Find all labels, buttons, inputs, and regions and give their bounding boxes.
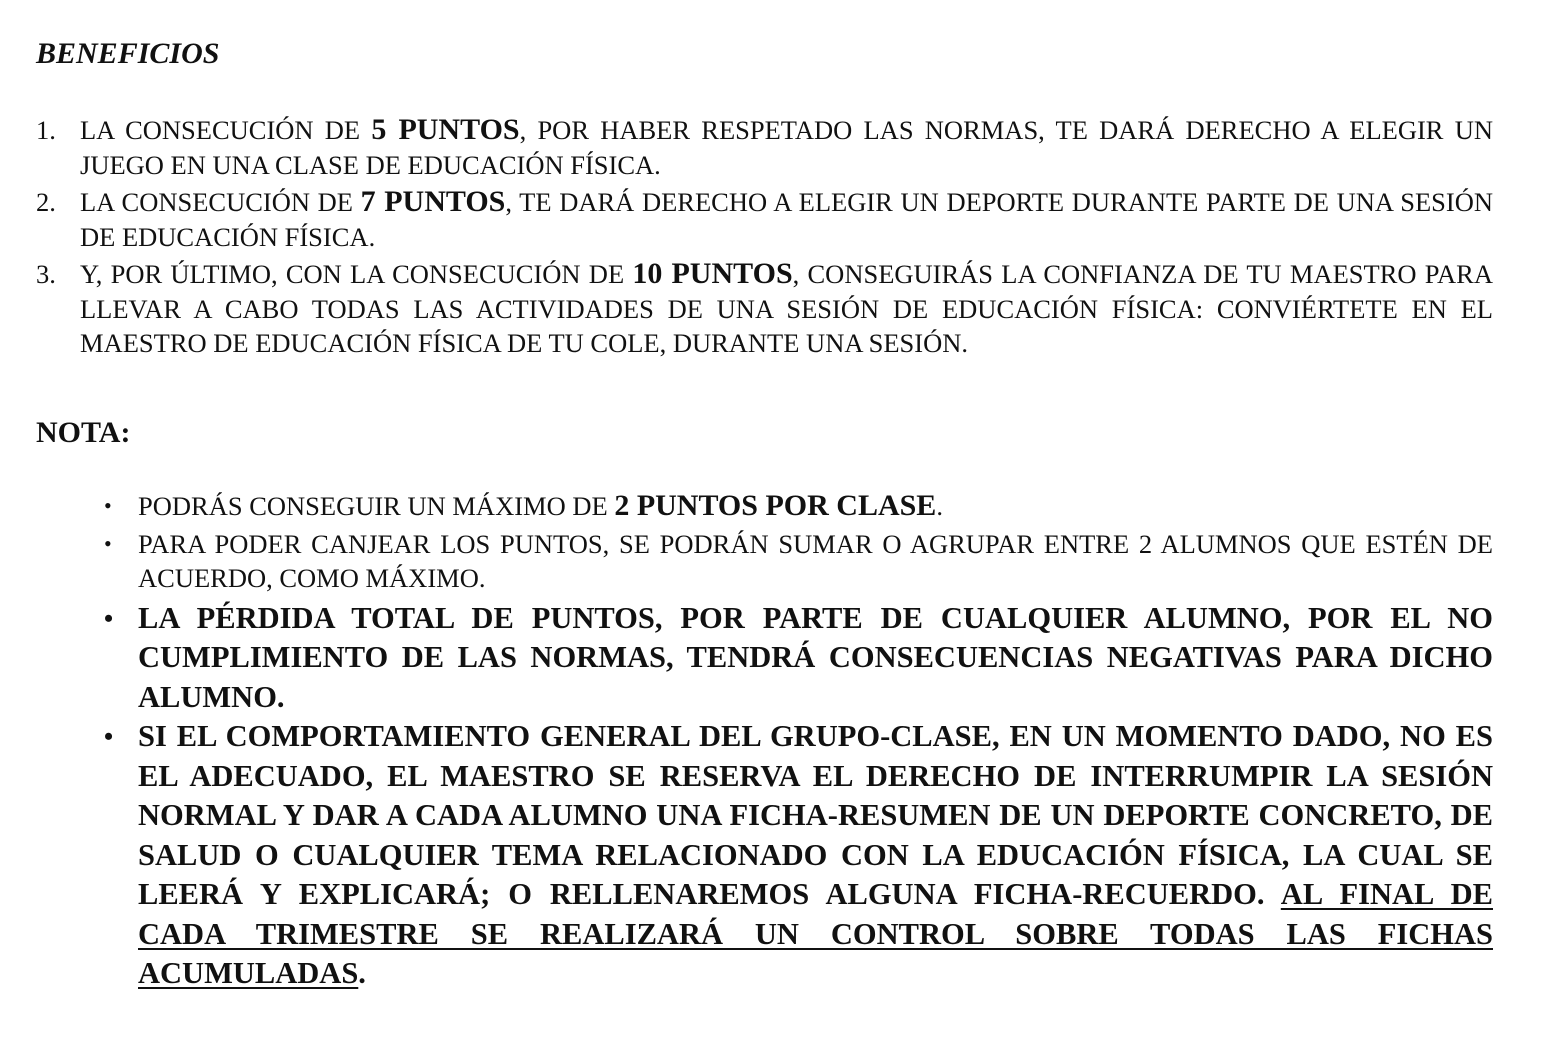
item-text: SI EL COMPORTAMIENTO GENERAL DEL GRUPO-CLASE, EN UN MOMENTO DADO, NO ES EL ADECUADO, EL MAESTRO SE RESERVA EL DERECHO DE INTERRUMPIR LA SESIÓN NORMAL Y DAR A CADA ALUMNO UNA FICHA-RESUMEN DE UN DEPORTE CONCRETO, DE SALUD O CUALQUIER TEMA RELACIONADO CON LA EDUCACIÓN FÍSICA, LA CUAL SE LEERÁ Y EXPLICARÁ; O RELLENAREMOS ALGUNA FICHA-RECUERDO. <box>138 719 1493 911</box>
item-text: PODRÁS CONSEGUIR UN MÁXIMO DE <box>138 491 615 521</box>
beneficios-heading: BENEFICIOS <box>36 37 220 70</box>
list-number: 3. <box>36 259 56 289</box>
nota-heading: NOTA: <box>36 416 131 449</box>
beneficio-item-2 <box>36 185 1493 254</box>
nota-item-3 <box>100 599 1493 718</box>
beneficios-list <box>36 113 1493 364</box>
item-text: . <box>936 491 943 521</box>
nota-list <box>100 489 1493 994</box>
points-emphasis: 5 PUNTOS <box>371 113 520 146</box>
points-emphasis: 10 PUNTOS <box>632 257 793 290</box>
item-text: Y, POR ÚLTIMO, CON LA CONSECUCIÓN DE <box>80 259 633 289</box>
item-text: , POR HABER RESPETADO LAS NORMAS, TE DARÁ DERECHO A ELEGIR UN JUEGO EN UNA CLASE DE EDUCACIÓN FÍSICA. <box>80 115 1493 180</box>
list-number: 1. <box>36 115 56 145</box>
item-text: LA CONSECUCIÓN DE <box>80 187 361 217</box>
item-text: . <box>358 956 366 990</box>
points-emphasis: 7 PUNTOS <box>360 185 506 218</box>
beneficio-item-1 <box>36 113 1493 182</box>
nota-item-2 <box>100 527 1493 596</box>
points-emphasis: 2 PUNTOS POR CLASE <box>614 489 937 522</box>
item-text: LA CONSECUCIÓN DE <box>80 115 372 145</box>
item-text: , CONSEGUIRÁS LA CONFIANZA DE TU MAESTRO PARA LLEVAR A CABO TODAS LAS ACTIVIDADES DE UNA SESIÓN DE EDUCACIÓN FÍSICA: CONVIÉRTETE EN EL MAESTRO DE EDUCACIÓN FÍSICA DE TU COLE, DURANTE UNA SESIÓN. <box>80 259 1493 358</box>
beneficio-item-3 <box>36 257 1493 361</box>
bullet-icon: • <box>104 493 112 518</box>
item-text: LA PÉRDIDA TOTAL DE PUNTOS, POR PARTE DE CUALQUIER ALUMNO, POR EL NO CUMPLIMIENTO DE LAS NORMAS, TENDRÁ CONSECUENCIAS NEGATIVAS PARA DICHO ALUMNO. <box>138 600 1493 714</box>
bullet-icon: • <box>104 603 114 633</box>
item-text: , TE DARÁ DERECHO A ELEGIR UN DEPORTE DURANTE PARTE DE UNA SESIÓN DE EDUCACIÓN FÍSICA. <box>80 187 1493 252</box>
underlined-text: AL FINAL DE CADA TRIMESTRE SE REALIZARÁ UN CONTROL SOBRE TODAS LAS FICHAS ACUMULADAS <box>138 877 1493 990</box>
nota-item-1 <box>100 489 1493 524</box>
item-text: PARA PODER CANJEAR LOS PUNTOS, SE PODRÁN SUMAR O AGRUPAR ENTRE 2 ALUMNOS QUE ESTÉN DE ACUERDO, COMO MÁXIMO. <box>138 528 1493 593</box>
list-number: 2. <box>36 187 56 217</box>
bullet-icon: • <box>104 722 114 751</box>
nota-item-4 <box>100 717 1493 994</box>
bullet-icon: • <box>104 530 112 556</box>
